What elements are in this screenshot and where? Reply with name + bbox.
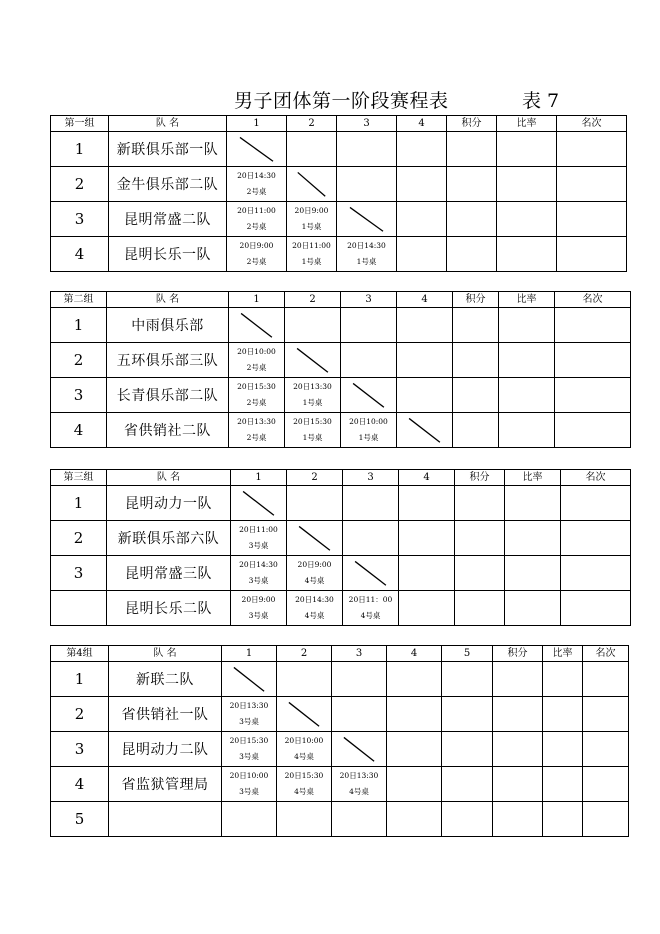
match-cell: [387, 802, 442, 837]
table-number: 表 7: [522, 90, 560, 112]
match-cell: [222, 697, 277, 732]
header-c4: 4: [399, 470, 455, 486]
header-group: 第三组: [51, 470, 107, 486]
header-points: 积分: [493, 646, 543, 662]
team-seed: 2: [51, 521, 107, 556]
match-cell: [227, 202, 287, 237]
match-cell: [227, 167, 287, 202]
match-cell: [447, 237, 497, 272]
match-cell: [505, 556, 561, 591]
match-cell: [229, 343, 285, 378]
header-ratio: 比率: [499, 292, 555, 308]
team-row: [51, 378, 631, 413]
match-table: 3号桌: [239, 787, 259, 796]
match-cell: [561, 521, 631, 556]
match-cell: [555, 378, 631, 413]
team-row: [51, 308, 631, 343]
header-points: 积分: [453, 292, 499, 308]
match-cell: [455, 521, 505, 556]
match-table: 4号桌: [294, 752, 314, 761]
match-table: 2号桌: [246, 257, 267, 266]
match-cell: [561, 556, 631, 591]
match-time: 20日13:30: [339, 771, 379, 780]
match-cell: [343, 591, 399, 626]
match-cell: [287, 521, 343, 556]
match-time: 20日14:30: [347, 241, 386, 250]
match-cell: [227, 132, 287, 167]
header-c3: 3: [343, 470, 399, 486]
match-time: 20日15:30: [293, 417, 332, 426]
match-cell: [442, 802, 493, 837]
match-table: 3号桌: [248, 611, 269, 620]
match-table: 1号桌: [301, 257, 322, 266]
team-row: [51, 767, 629, 802]
team-seed: 1: [51, 486, 107, 521]
match-cell: [557, 167, 627, 202]
match-time: 20日14:30: [295, 595, 334, 604]
header-row: [51, 646, 629, 662]
team-name: 省监狱管理局: [109, 767, 222, 802]
header-c4: 4: [397, 116, 447, 132]
match-time: 20日11:00: [239, 525, 278, 534]
match-cell: [499, 413, 555, 448]
match-cell: [493, 802, 543, 837]
self-match-slash: [397, 413, 452, 447]
match-cell: [341, 378, 397, 413]
match-cell: [229, 378, 285, 413]
group-table-1: [50, 115, 627, 272]
team-seed: 4: [51, 767, 109, 802]
match-time: 20日10:00: [284, 736, 324, 745]
match-cell: [561, 486, 631, 521]
match-cell: [343, 556, 399, 591]
match-cell: [285, 378, 341, 413]
match-cell: [583, 767, 629, 802]
match-time: 20日11：00: [348, 595, 393, 604]
match-cell: [555, 343, 631, 378]
match-cell: [387, 767, 442, 802]
header-group: 第二组: [51, 292, 107, 308]
team-name: 昆明动力一队: [107, 486, 231, 521]
match-table: 1号桌: [302, 433, 323, 442]
match-cell: [231, 591, 287, 626]
match-table: 1号桌: [358, 433, 379, 442]
match-cell: [337, 167, 397, 202]
match-cell: [493, 732, 543, 767]
match-cell: [343, 521, 399, 556]
match-time: 20日14:30: [237, 171, 276, 180]
header-rank: 名次: [583, 646, 629, 662]
team-row: [51, 413, 631, 448]
match-time: 20日11:00: [292, 241, 331, 250]
match-cell: [497, 132, 557, 167]
match-cell: [343, 486, 399, 521]
match-table: 4号桌: [360, 611, 381, 620]
team-name: 长青俱乐部二队: [107, 378, 229, 413]
match-time: 20日9:00: [239, 241, 274, 250]
match-cell: [397, 378, 453, 413]
team-name: 金牛俱乐部二队: [109, 167, 227, 202]
match-cell: [397, 343, 453, 378]
match-cell: [387, 732, 442, 767]
match-cell: [499, 308, 555, 343]
header-c2: 2: [285, 292, 341, 308]
match-cell: [561, 591, 631, 626]
team-row: [51, 237, 627, 272]
match-cell: [277, 767, 332, 802]
match-cell: [287, 202, 337, 237]
match-cell: [453, 413, 499, 448]
match-cell: [227, 237, 287, 272]
match-cell: [543, 732, 583, 767]
header-c3: 3: [337, 116, 397, 132]
header-rank: 名次: [561, 470, 631, 486]
match-time: 20日13:30: [237, 417, 276, 426]
team-seed: 4: [51, 413, 107, 448]
match-cell: [583, 802, 629, 837]
match-cell: [505, 521, 561, 556]
match-cell: [285, 343, 341, 378]
header-row: [51, 116, 627, 132]
team-row: [51, 556, 631, 591]
match-cell: [231, 486, 287, 521]
team-seed: 1: [51, 308, 107, 343]
match-cell: [557, 237, 627, 272]
team-row: [51, 802, 629, 837]
match-cell: [287, 167, 337, 202]
self-match-slash: [227, 132, 286, 166]
team-row: [51, 697, 629, 732]
match-table: 3号桌: [239, 752, 259, 761]
header-c1: 1: [227, 116, 287, 132]
match-cell: [499, 343, 555, 378]
match-cell: [555, 308, 631, 343]
team-row: [51, 132, 627, 167]
match-time: 20日15:30: [237, 382, 276, 391]
header-team: 队 名: [109, 646, 222, 662]
match-table: 2号桌: [246, 187, 267, 196]
match-cell: [447, 167, 497, 202]
team-row: [51, 732, 629, 767]
match-time: 20日10:00: [229, 771, 269, 780]
header-rank: 名次: [555, 292, 631, 308]
match-cell: [341, 343, 397, 378]
match-time: 20日15:30: [229, 736, 269, 745]
match-table: 2号桌: [246, 398, 267, 407]
header-team: 队 名: [107, 292, 229, 308]
header-points: 积分: [447, 116, 497, 132]
match-cell: [447, 132, 497, 167]
team-seed: 3: [51, 202, 109, 237]
match-cell: [555, 413, 631, 448]
match-cell: [397, 132, 447, 167]
match-time: 20日15:30: [284, 771, 324, 780]
match-cell: [505, 486, 561, 521]
match-table: 4号桌: [294, 787, 314, 796]
self-match-slash: [287, 167, 336, 201]
header-ratio: 比率: [505, 470, 561, 486]
match-cell: [399, 591, 455, 626]
match-cell: [455, 556, 505, 591]
team-seed: 5: [51, 802, 109, 837]
match-cell: [543, 662, 583, 697]
match-table: 2号桌: [246, 433, 267, 442]
match-time: 20日14:30: [239, 560, 278, 569]
match-cell: [493, 662, 543, 697]
match-table: 4号桌: [304, 611, 325, 620]
match-cell: [497, 237, 557, 272]
match-time: 20日9:00: [297, 560, 332, 569]
match-time: 20日10:00: [349, 417, 388, 426]
team-row: [51, 486, 631, 521]
match-cell: [397, 237, 447, 272]
self-match-slash: [337, 202, 396, 236]
match-cell: [332, 732, 387, 767]
match-cell: [277, 662, 332, 697]
match-cell: [332, 697, 387, 732]
match-cell: [505, 591, 561, 626]
match-cell: [442, 697, 493, 732]
team-seed: [51, 591, 107, 626]
match-cell: [447, 202, 497, 237]
header-c2: 2: [287, 470, 343, 486]
header-points: 积分: [455, 470, 505, 486]
match-cell: [222, 767, 277, 802]
group-table-2: [50, 291, 631, 448]
team-seed: 2: [51, 167, 109, 202]
match-time: 20日9:00: [294, 206, 329, 215]
match-cell: [341, 413, 397, 448]
match-cell: [455, 486, 505, 521]
header-c5: 5: [442, 646, 493, 662]
match-cell: [229, 308, 285, 343]
match-cell: [337, 237, 397, 272]
match-cell: [332, 802, 387, 837]
match-cell: [387, 662, 442, 697]
match-time: 20日10:00: [237, 347, 276, 356]
header-c1: 1: [229, 292, 285, 308]
header-ratio: 比率: [543, 646, 583, 662]
self-match-slash: [231, 486, 286, 520]
header-row: [51, 292, 631, 308]
match-cell: [583, 697, 629, 732]
team-seed: 2: [51, 697, 109, 732]
header-group: 第4组: [51, 646, 109, 662]
match-time: 20日9:00: [241, 595, 276, 604]
team-row: [51, 591, 631, 626]
team-row: [51, 167, 627, 202]
match-cell: [497, 167, 557, 202]
match-cell: [341, 308, 397, 343]
match-time: 20日13:30: [229, 701, 269, 710]
header-c1: 1: [222, 646, 277, 662]
match-table: 1号桌: [301, 222, 322, 231]
match-cell: [222, 802, 277, 837]
match-cell: [387, 697, 442, 732]
team-name: 五环俱乐部三队: [107, 343, 229, 378]
schedule-title: 男子团体第一阶段赛程表: [234, 90, 449, 112]
match-cell: [557, 202, 627, 237]
match-cell: [543, 802, 583, 837]
match-table: 3号桌: [248, 576, 269, 585]
team-name: 省供销社一队: [109, 697, 222, 732]
match-cell: [285, 308, 341, 343]
header-team: 队 名: [109, 116, 227, 132]
match-cell: [332, 662, 387, 697]
match-cell: [397, 167, 447, 202]
header-ratio: 比率: [497, 116, 557, 132]
team-seed: 3: [51, 732, 109, 767]
match-cell: [231, 556, 287, 591]
header-c4: 4: [397, 292, 453, 308]
match-table: 3号桌: [239, 717, 259, 726]
match-cell: [229, 413, 285, 448]
match-cell: [493, 767, 543, 802]
header-c3: 3: [341, 292, 397, 308]
match-cell: [453, 308, 499, 343]
match-time: 20日11:00: [237, 206, 276, 215]
match-cell: [453, 378, 499, 413]
team-name: [109, 802, 222, 837]
self-match-slash: [285, 343, 340, 377]
header-team: 队 名: [107, 470, 231, 486]
team-name: 昆明常盛二队: [109, 202, 227, 237]
match-cell: [287, 237, 337, 272]
match-table: 4号桌: [349, 787, 369, 796]
header-row: [51, 470, 631, 486]
title-row: [0, 86, 660, 112]
self-match-slash: [222, 662, 276, 696]
team-name: 昆明长乐一队: [109, 237, 227, 272]
team-seed: 3: [51, 556, 107, 591]
match-cell: [557, 132, 627, 167]
match-cell: [442, 767, 493, 802]
self-match-slash: [287, 521, 342, 555]
header-c2: 2: [287, 116, 337, 132]
match-cell: [442, 662, 493, 697]
team-seed: 3: [51, 378, 107, 413]
match-cell: [337, 132, 397, 167]
match-cell: [277, 802, 332, 837]
self-match-slash: [332, 732, 386, 766]
team-name: 昆明常盛三队: [107, 556, 231, 591]
match-cell: [397, 308, 453, 343]
self-match-slash: [229, 308, 284, 342]
team-name: 省供销社二队: [107, 413, 229, 448]
match-cell: [287, 486, 343, 521]
team-name: 中雨俱乐部: [107, 308, 229, 343]
match-table: 1号桌: [356, 257, 377, 266]
team-row: [51, 202, 627, 237]
match-cell: [455, 591, 505, 626]
match-table: 1号桌: [302, 398, 323, 407]
match-cell: [287, 132, 337, 167]
match-cell: [493, 697, 543, 732]
match-cell: [497, 202, 557, 237]
match-cell: [231, 521, 287, 556]
header-c4: 4: [387, 646, 442, 662]
header-c2: 2: [277, 646, 332, 662]
header-group: 第一组: [51, 116, 109, 132]
match-cell: [399, 556, 455, 591]
match-cell: [285, 413, 341, 448]
header-c3: 3: [332, 646, 387, 662]
team-name: 新联二队: [109, 662, 222, 697]
team-name: 新联俱乐部一队: [109, 132, 227, 167]
team-seed: 4: [51, 237, 109, 272]
match-cell: [277, 732, 332, 767]
match-cell: [287, 591, 343, 626]
match-cell: [287, 556, 343, 591]
team-row: [51, 521, 631, 556]
match-cell: [277, 697, 332, 732]
match-cell: [222, 662, 277, 697]
match-cell: [222, 732, 277, 767]
team-seed: 2: [51, 343, 107, 378]
group-table-3: [50, 469, 631, 626]
match-cell: [397, 202, 447, 237]
self-match-slash: [277, 697, 331, 731]
match-cell: [453, 343, 499, 378]
team-name: 新联俱乐部六队: [107, 521, 231, 556]
match-table: 4号桌: [304, 576, 325, 585]
team-row: [51, 662, 629, 697]
header-rank: 名次: [557, 116, 627, 132]
header-c1: 1: [231, 470, 287, 486]
group-table-4: [50, 645, 629, 837]
match-cell: [543, 767, 583, 802]
match-cell: [332, 767, 387, 802]
self-match-slash: [341, 378, 396, 412]
match-cell: [442, 732, 493, 767]
match-cell: [583, 662, 629, 697]
match-table: 3号桌: [248, 541, 269, 550]
self-match-slash: [343, 556, 398, 590]
match-time: 20日13:30: [293, 382, 332, 391]
match-cell: [583, 732, 629, 767]
match-cell: [337, 202, 397, 237]
match-table: 2号桌: [246, 222, 267, 231]
team-seed: 1: [51, 132, 109, 167]
match-cell: [399, 486, 455, 521]
match-cell: [397, 413, 453, 448]
match-cell: [499, 378, 555, 413]
match-table: 2号桌: [246, 363, 267, 372]
match-cell: [399, 521, 455, 556]
team-name: 昆明动力二队: [109, 732, 222, 767]
team-row: [51, 343, 631, 378]
team-name: 昆明长乐二队: [107, 591, 231, 626]
match-cell: [543, 697, 583, 732]
team-seed: 1: [51, 662, 109, 697]
